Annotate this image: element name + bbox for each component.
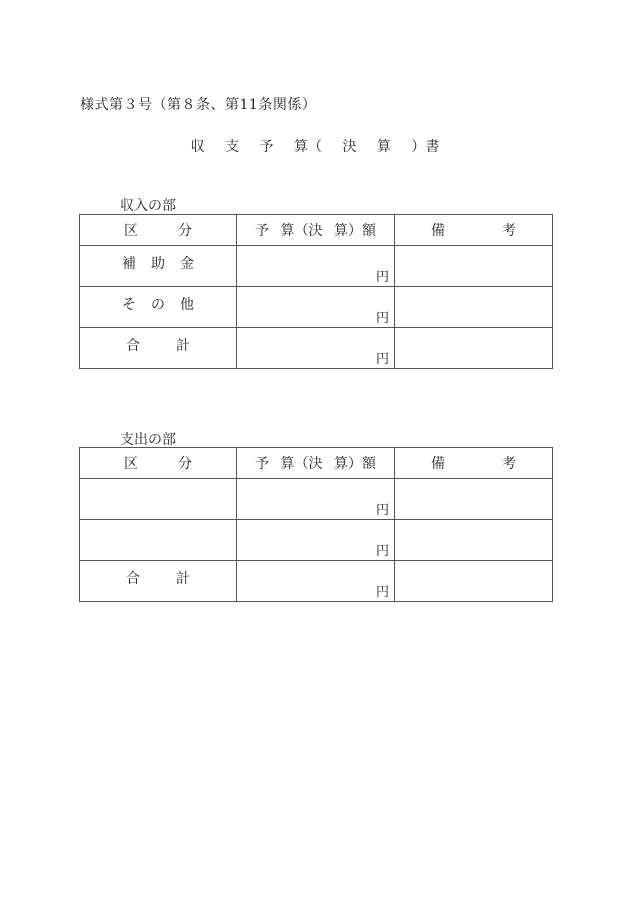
cell-char: 助 (151, 256, 165, 272)
title-char: ）書 (411, 139, 440, 155)
yen-unit: 円 (375, 311, 389, 326)
title-char: 支 (225, 139, 240, 155)
income-section-label: 収入の部 (120, 198, 176, 214)
title-char: 収 (190, 139, 205, 155)
table-row (80, 479, 553, 520)
cell-char: の (151, 297, 165, 313)
amount-cell[interactable] (237, 287, 395, 328)
header-char: 分 (178, 223, 192, 239)
amount-cell[interactable] (237, 561, 395, 602)
table-row (80, 246, 553, 287)
expense-header-row (80, 448, 553, 479)
category-cell (80, 287, 237, 328)
category-cell (80, 328, 237, 369)
expense-section-label: 支出の部 (120, 432, 176, 448)
form-number: 様式第３号（第８条、第11条関係） (80, 97, 317, 113)
remarks-cell[interactable] (395, 561, 553, 602)
category-cell[interactable] (80, 479, 237, 520)
header-char: 算）額 (334, 456, 376, 472)
title-char: 算（ (294, 139, 322, 155)
yen-unit: 円 (375, 585, 389, 600)
cell-char: 補 (122, 256, 136, 272)
remarks-cell[interactable] (395, 328, 553, 369)
remarks-header (395, 448, 553, 479)
header-char: 算（決 (280, 223, 323, 239)
cell-char: 計 (176, 571, 190, 587)
title-char: 決 (342, 139, 357, 155)
amount-cell[interactable] (237, 520, 395, 561)
cell-char: 合 (126, 571, 140, 587)
header-char: 考 (502, 223, 516, 239)
header-char: 分 (178, 456, 192, 472)
table-row (80, 561, 553, 602)
cell-char: そ (122, 297, 136, 313)
table-row (80, 328, 553, 369)
header-char: 算）額 (334, 223, 376, 239)
header-char: 区 (124, 223, 138, 239)
remarks-cell[interactable] (395, 479, 553, 520)
cell-char: 合 (126, 338, 140, 354)
category-cell (80, 561, 237, 602)
yen-unit: 円 (375, 352, 389, 367)
yen-unit: 円 (375, 270, 389, 285)
amount-header (237, 215, 395, 246)
cell-char: 計 (176, 338, 190, 354)
category-cell[interactable] (80, 520, 237, 561)
amount-cell[interactable] (237, 328, 395, 369)
amount-cell[interactable] (237, 246, 395, 287)
header-char: 備 (431, 456, 445, 472)
title-char: 算 (376, 139, 391, 155)
income-header-row (80, 215, 553, 246)
header-char: 備 (431, 223, 445, 239)
category-cell (80, 246, 237, 287)
remarks-cell[interactable] (395, 287, 553, 328)
amount-cell[interactable] (237, 479, 395, 520)
remarks-header (395, 215, 553, 246)
income-table (79, 214, 553, 369)
category-header (80, 448, 237, 479)
cell-char: 他 (180, 297, 194, 313)
amount-header (237, 448, 395, 479)
remarks-cell[interactable] (395, 246, 553, 287)
yen-unit: 円 (375, 503, 389, 518)
header-char: 区 (124, 456, 138, 472)
title-char: 予 (259, 139, 274, 155)
category-header (80, 215, 237, 246)
document-title (0, 136, 630, 156)
expense-table (79, 447, 553, 602)
cell-char: 金 (180, 256, 194, 272)
table-row (80, 287, 553, 328)
table-row (80, 520, 553, 561)
header-char: 予 (255, 223, 269, 239)
yen-unit: 円 (375, 544, 389, 559)
header-char: 予 (255, 456, 269, 472)
remarks-cell[interactable] (395, 520, 553, 561)
header-char: 考 (502, 456, 516, 472)
header-char: 算（決 (280, 456, 323, 472)
